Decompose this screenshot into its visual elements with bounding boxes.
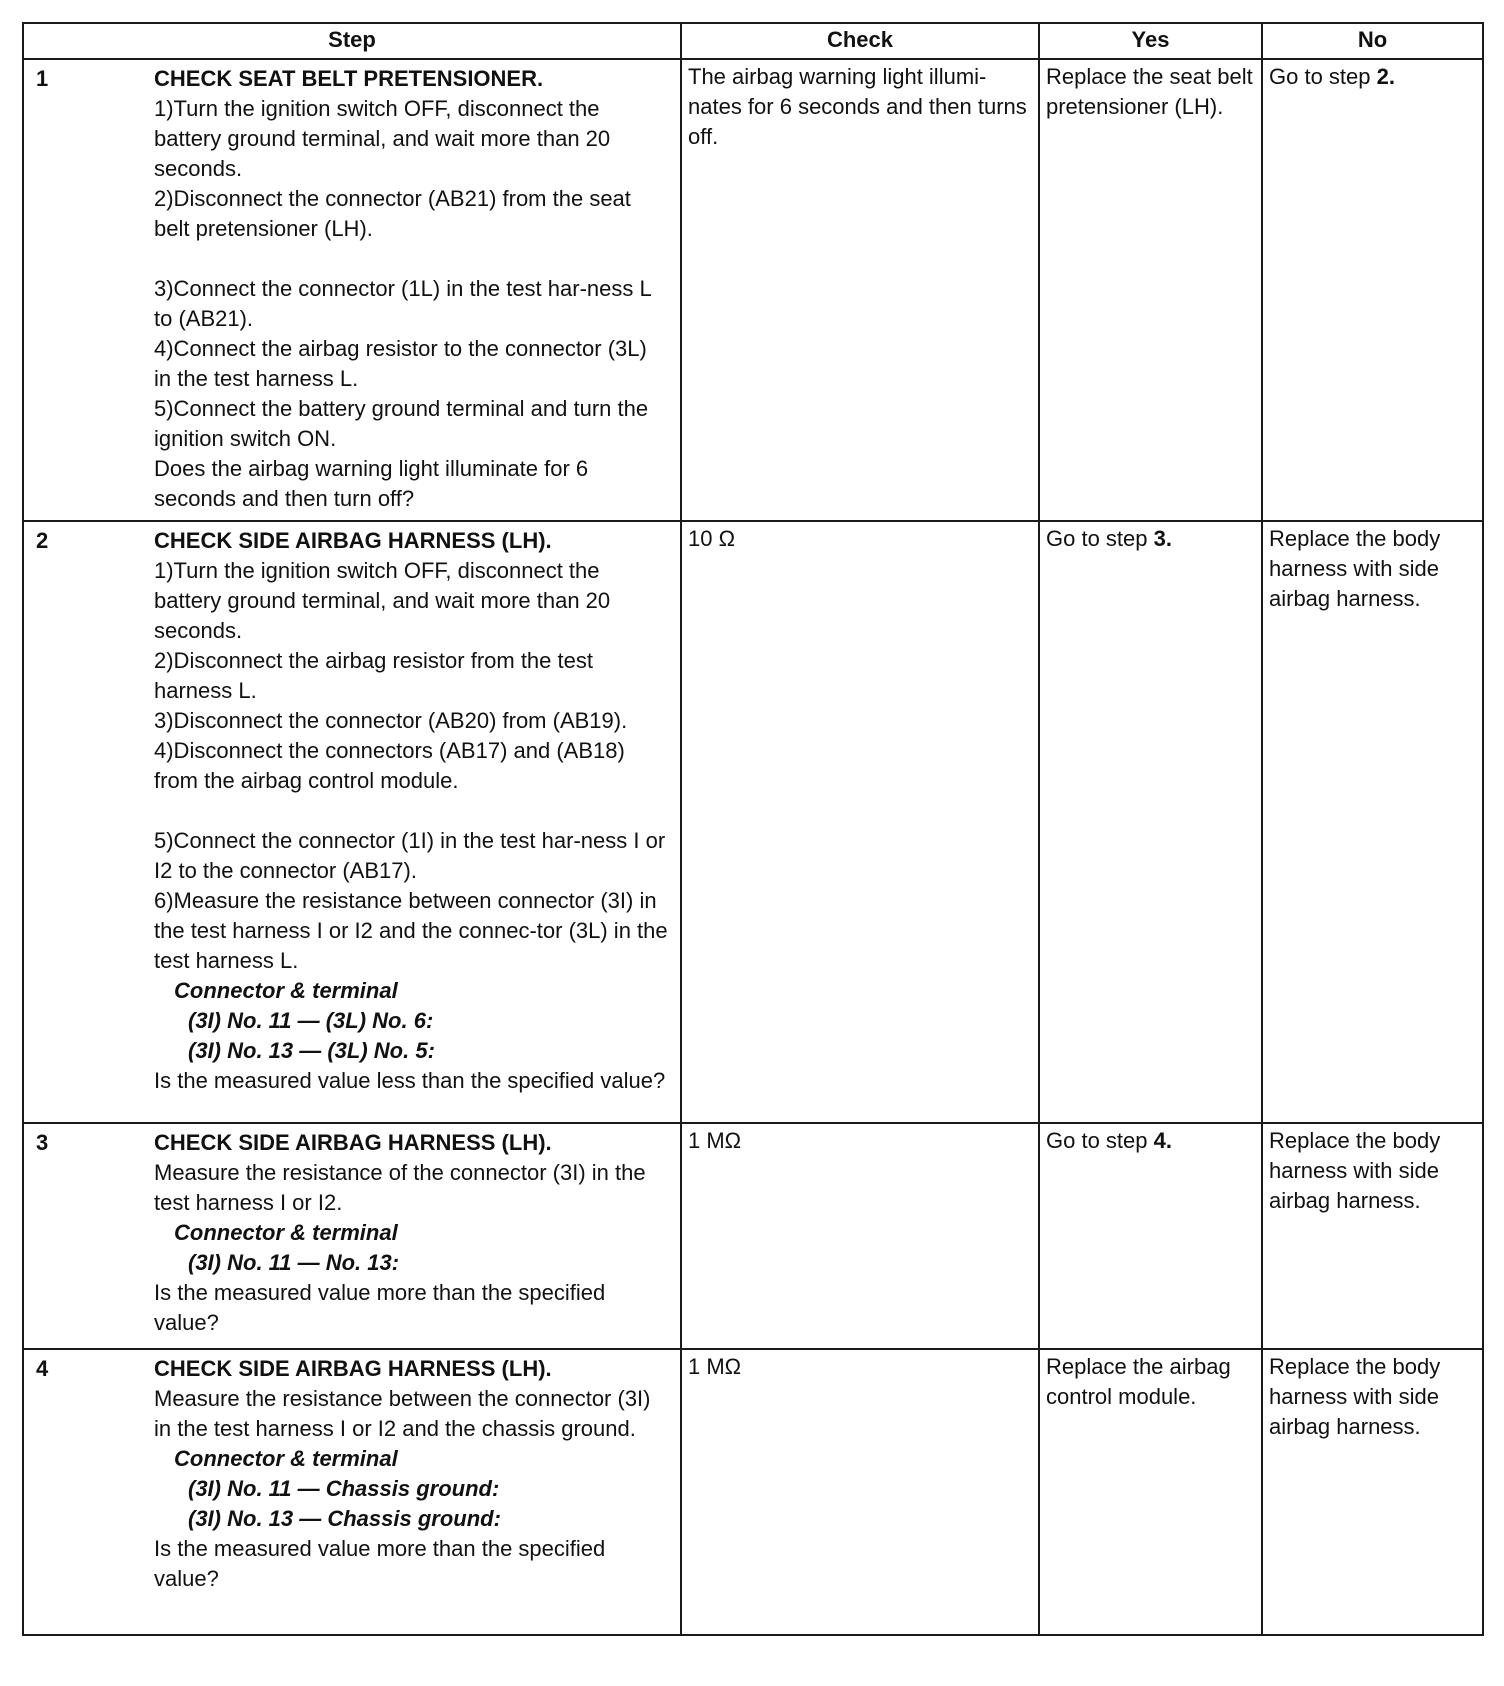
step-cell	[23, 1349, 681, 1635]
no-cell: Replace the body harness with side airbag harness.	[1262, 1349, 1483, 1635]
step-question: Does the airbag warning light illuminate for 6 seconds and then turn off?	[154, 456, 589, 511]
step-instruction: 2)Disconnect the airbag resistor from the test harness L.	[154, 648, 593, 703]
step-instruction: 4)Connect the airbag resistor to the connector (3L) in the test harness L.	[154, 336, 647, 391]
step-cell	[23, 59, 681, 521]
step-number: 4	[36, 1356, 49, 1381]
step-instruction: Measure the resistance of the connector (3I) in the test harness I or I2.	[154, 1160, 646, 1215]
connector-terminal-item: (3I) No. 13 — Chassis ground:	[188, 1506, 501, 1531]
table-row	[23, 59, 1483, 521]
yes-cell: Replace the seat belt pretensioner (LH).	[1039, 59, 1262, 521]
check-cell: The airbag warning light illumi-nates for 6 seconds and then turns off.	[681, 59, 1039, 521]
step-title: CHECK SEAT BELT PRETENSIONER.	[154, 66, 544, 91]
step-cell	[23, 1123, 681, 1349]
step-body	[154, 62, 674, 517]
step-body	[154, 1126, 674, 1341]
check-cell: 1 MΩ	[681, 1349, 1039, 1635]
step-instruction: 6)Measure the resistance between connector (3I) in the test harness I or I2 and the connec-tor (3L) in the test harness L.	[154, 888, 668, 973]
yes-text: Go to step	[1046, 526, 1154, 551]
header-check: Check	[681, 23, 1039, 59]
connector-terminal-item: (3I) No. 11 — (3L) No. 6:	[188, 1008, 434, 1033]
no-text: Go to step	[1269, 64, 1377, 89]
step-number: 2	[36, 528, 49, 553]
connector-terminal-item: (3I) No. 11 — Chassis ground:	[188, 1476, 500, 1501]
step-instruction: 5)Connect the connector (1I) in the test har-ness I or I2 to the connector (AB17).	[154, 828, 666, 883]
yes-cell	[1039, 521, 1262, 1123]
step-instruction: 2)Disconnect the connector (AB21) from the seat belt pretensioner (LH).	[154, 186, 631, 241]
yes-text: Go to step	[1046, 1128, 1154, 1153]
step-instruction: 3)Disconnect the connector (AB20) from (AB19).	[154, 708, 628, 733]
header-row	[23, 23, 1483, 59]
step-title: CHECK SIDE AIRBAG HARNESS (LH).	[154, 528, 552, 553]
step-instruction: Measure the resistance between the connector (3I) in the test harness I or I2 and the chassis ground.	[154, 1386, 651, 1441]
no-cell: Replace the body harness with side airbag harness.	[1262, 1123, 1483, 1349]
connector-terminal-heading: Connector & terminal	[174, 1220, 398, 1245]
check-cell: 10 Ω	[681, 521, 1039, 1123]
step-body	[154, 1352, 674, 1597]
header-yes: Yes	[1039, 23, 1262, 59]
step-instruction: 4)Disconnect the connectors (AB17) and (AB18) from the airbag control module.	[154, 738, 625, 793]
yes-cell: Replace the airbag control module.	[1039, 1349, 1262, 1635]
step-title: CHECK SIDE AIRBAG HARNESS (LH).	[154, 1130, 552, 1155]
table-row	[23, 1123, 1483, 1349]
connector-terminal-item: (3I) No. 13 — (3L) No. 5:	[188, 1038, 435, 1063]
diagnostic-table	[22, 22, 1484, 1636]
yes-cell	[1039, 1123, 1262, 1349]
diagnostic-page	[22, 22, 1482, 1636]
step-question: Is the measured value less than the specified value?	[154, 1068, 666, 1093]
connector-terminal-item: (3I) No. 11 — No. 13:	[188, 1250, 400, 1275]
check-cell: 1 MΩ	[681, 1123, 1039, 1349]
table-row	[23, 521, 1483, 1123]
step-body	[154, 524, 674, 1099]
step-title: CHECK SIDE AIRBAG HARNESS (LH).	[154, 1356, 552, 1381]
header-step: Step	[23, 23, 681, 59]
step-reference: 3.	[1153, 526, 1172, 551]
connector-terminal-heading: Connector & terminal	[174, 1446, 398, 1471]
no-cell: Replace the body harness with side airbag harness.	[1262, 521, 1483, 1123]
step-reference: 4.	[1153, 1128, 1172, 1153]
step-instruction: 5)Connect the battery ground terminal and turn the ignition switch ON.	[154, 396, 649, 451]
header-no: No	[1262, 23, 1483, 59]
step-number: 3	[36, 1130, 49, 1155]
connector-terminal-heading: Connector & terminal	[174, 978, 398, 1003]
step-instruction: 1)Turn the ignition switch OFF, disconnect the battery ground terminal, and wait more than 20 seconds.	[154, 96, 611, 181]
step-cell	[23, 521, 681, 1123]
step-reference: 2.	[1376, 64, 1395, 89]
step-instruction: 3)Connect the connector (1L) in the test har-ness L to (AB21).	[154, 276, 651, 331]
no-cell	[1262, 59, 1483, 521]
spacer	[154, 244, 668, 274]
step-question: Is the measured value more than the specified value?	[154, 1280, 606, 1335]
table-row	[23, 1349, 1483, 1635]
step-number: 1	[36, 66, 49, 91]
step-question: Is the measured value more than the specified value?	[154, 1536, 606, 1591]
spacer	[154, 796, 668, 826]
step-instruction: 1)Turn the ignition switch OFF, disconnect the battery ground terminal, and wait more than 20 seconds.	[154, 558, 611, 643]
